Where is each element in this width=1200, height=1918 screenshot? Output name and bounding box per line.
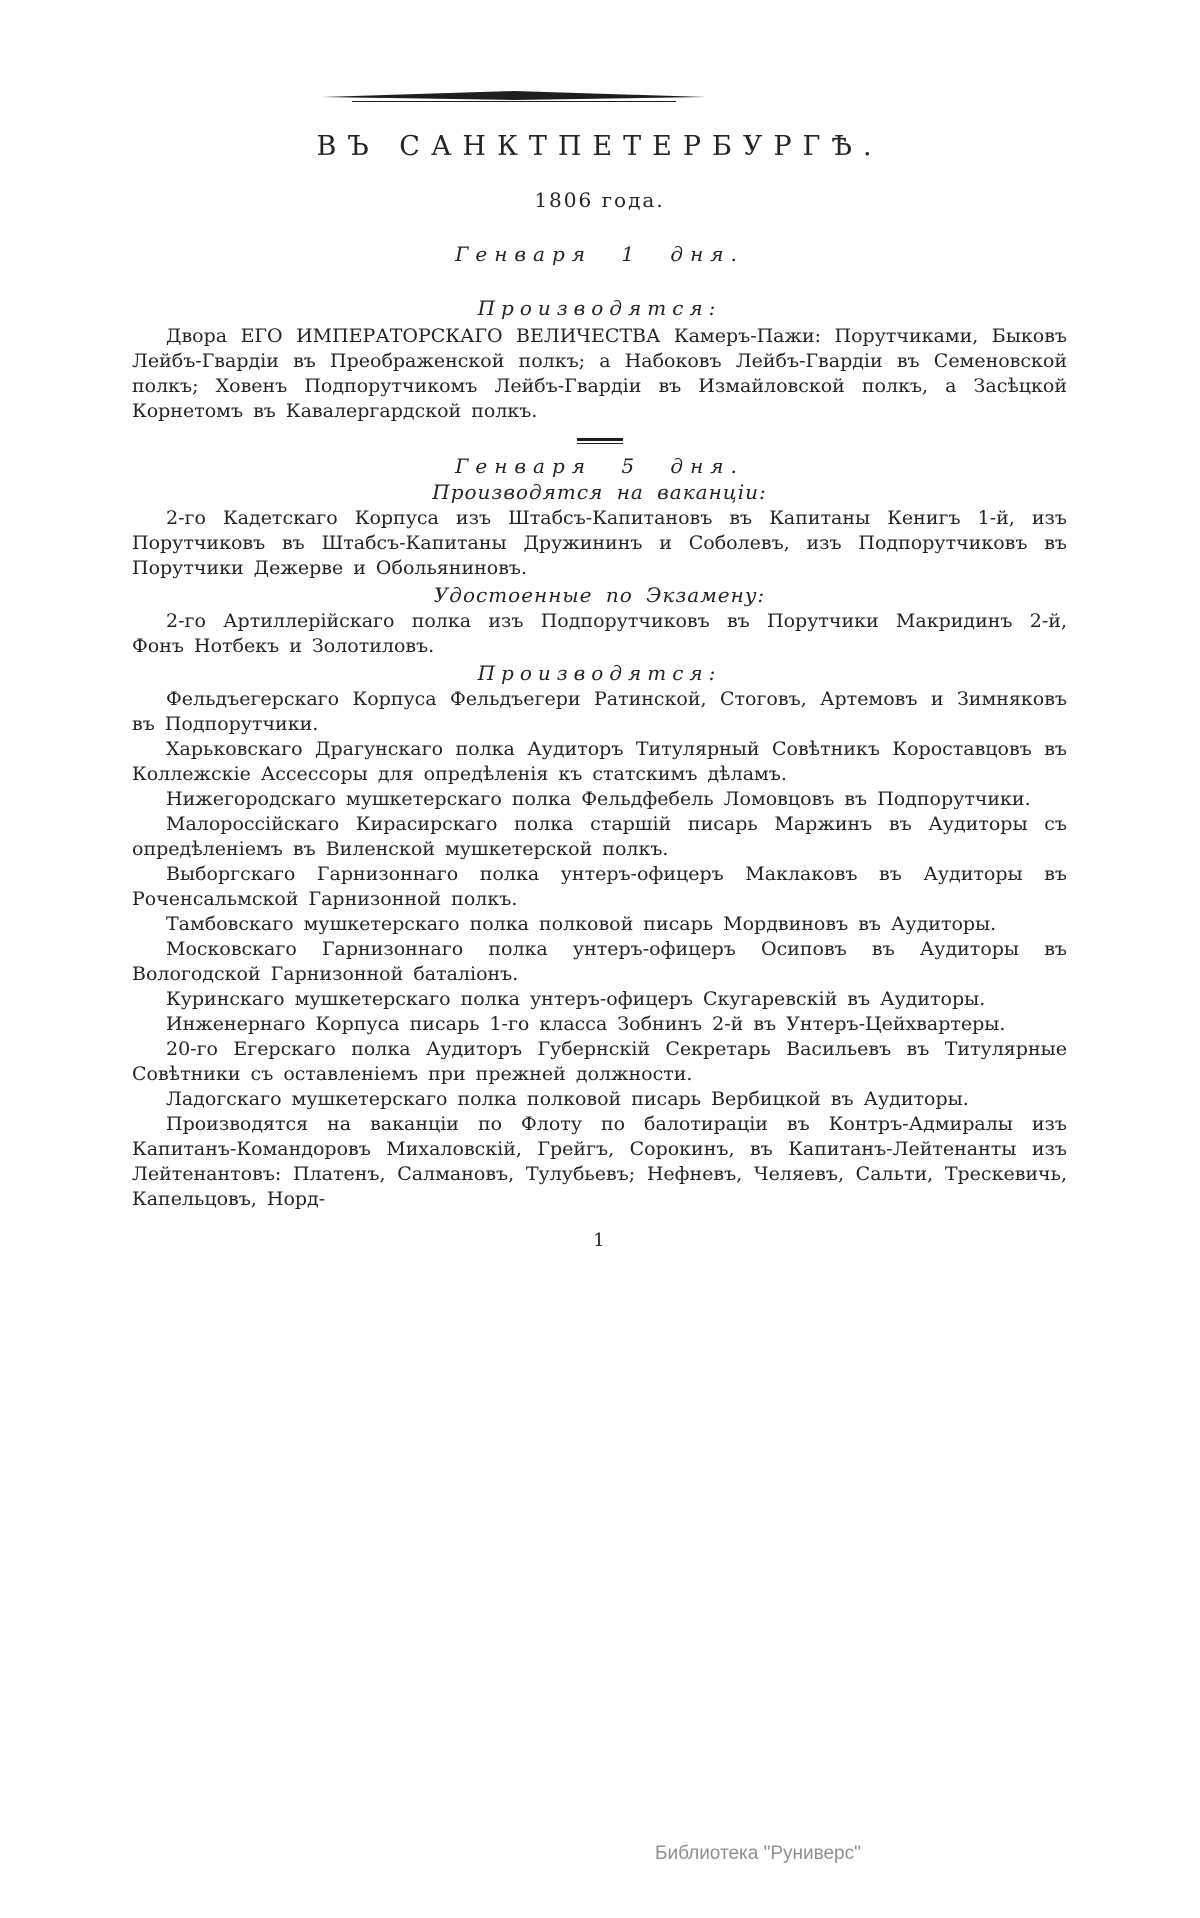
paragraph-engineer-corps: Инженернаго Корпуса писарь 1-го класса Зобнинъ 2-й въ Унтеръ-Цейхвартеры.	[166, 1013, 1006, 1035]
paragraph-nizhegorod-musketeers: Нижегородскаго мушкетерскаго полка Фельдфебель Ломовцовъ въ Подпорутчики.	[166, 788, 1031, 810]
library-watermark: Библиотека "Руниверс"	[655, 1843, 861, 1864]
paragraph-artillery: 2-го Артиллерійскаго полка изъ Подпорутчиковъ въ Порутчики Макридинъ 2-й, Фонъ Нотбекъ и Золотиловъ.	[132, 610, 1067, 657]
promotions-heading-jan5: Производятся:	[477, 661, 722, 685]
swelled-rule-ornament	[322, 90, 706, 103]
paragraph-vyborg-garrison: Выборгскаго Гарнизоннаго полка унтеръ-офицеръ Маклаковъ въ Аудиторы въ Роченсальмской Гарнизонной полкъ.	[132, 863, 1067, 910]
paragraph-ladoga-musketeers: Ладогскаго мушкетерскаго полка полковой писарь Вербицкой въ Аудиторы.	[166, 1088, 969, 1110]
promotions-heading-jan1: Производятся:	[477, 296, 722, 320]
exam-heading: Удостоенные по Экзамену:	[433, 583, 766, 607]
paragraph-tambov-musketeers: Тамбовскаго мушкетерскаго полка полковой писарь Мордвиновъ въ Аудиторы.	[166, 913, 997, 935]
paragraph-kurin-musketeers: Куринскаго мушкетерскаго полка унтеръ-офицеръ Скугаревскій въ Аудиторы.	[166, 988, 986, 1010]
paragraph-cadet-corps: 2-го Кадетскаго Корпуса изъ Штабсъ-Капитановъ въ Капитаны Кенигъ 1-й, изъ Порутчиковъ въ Штабсъ-Капитаны Дружининъ и Соболевъ, изъ Подпорутчиковъ въ Порутчики Дежерве и Обольяниновъ.	[132, 507, 1067, 579]
section-divider	[577, 438, 623, 444]
paragraph-moscow-garrison: Московскаго Гарнизоннаго полка унтеръ-офицеръ Осиповъ въ Аудиторы въ Вологодской Гарнизонной баталіонъ.	[132, 938, 1067, 985]
paragraph-malorossiya-cuirassiers: Малороссійскаго Кирасирскаго полка старшій писарь Маржинъ въ Аудиторы съ опредѣленіемъ въ Виленской мушкетерской полкъ.	[132, 813, 1067, 860]
paragraph-fleet-promotions: Производятся на ваканціи по Флоту по балотираціи въ Контръ-Адмиралы изъ Капитанъ-Командоровъ Михаловскій, Грейгъ, Сорокинъ, въ Капитанъ-Лейтенанты изъ Лейтенантовъ: Платенъ, Салмановъ, Тулубьевъ; Нефневъ, Челяевъ, Сальти, Трескевичь, Капельцовъ, Норд-	[132, 1113, 1067, 1210]
paragraph-20th-jaegers: 20-го Егерскаго полка Аудиторъ Губернскій Секретарь Васильевъ въ Титулярные Совѣтники съ оставленіемъ при прежней должности.	[132, 1038, 1067, 1085]
paragraph-kharkov-dragoons: Харьковскаго Драгунскаго полка Аудиторъ Титулярный Совѣтникъ Короставцовъ въ Коллежскіе Ассессоры для опредѣленія къ статскимъ дѣламъ.	[132, 738, 1067, 785]
date-heading-jan5: Генваря 5 дня.	[455, 454, 744, 478]
page-content	[132, 0, 1067, 1251]
signature-number: 1	[593, 1230, 606, 1251]
date-heading-jan1: Генваря 1 дня.	[455, 242, 744, 266]
year-line: 1806 года.	[534, 188, 665, 212]
paragraph-court-pages: Двора ЕГО ИМПЕРАТОРСКАГО ВЕЛИЧЕСТВА Камеръ-Пажи: Порутчиками, Быковъ Лейбъ-Гвардіи въ Преображенской полкъ; а Набоковъ Лейбъ-Гвардіи въ Семеновской полкъ; Ховенъ Подпорутчикомъ Лейбъ-Гвардіи въ Измайловской полкъ, а Засѣцкой Корнетомъ въ Кавалергардской полкъ.	[132, 325, 1067, 422]
paragraph-couriers: Фельдъегерскаго Корпуса Фельдъегери Ратинской, Стоговъ, Артемовъ и Зимняковъ въ Подпорутчики.	[132, 688, 1067, 735]
city-title: ВЪ САНКТПЕТЕРБУРГѢ.	[316, 131, 883, 162]
vacancy-promotions-heading: Производятся на ваканціи:	[432, 480, 767, 504]
